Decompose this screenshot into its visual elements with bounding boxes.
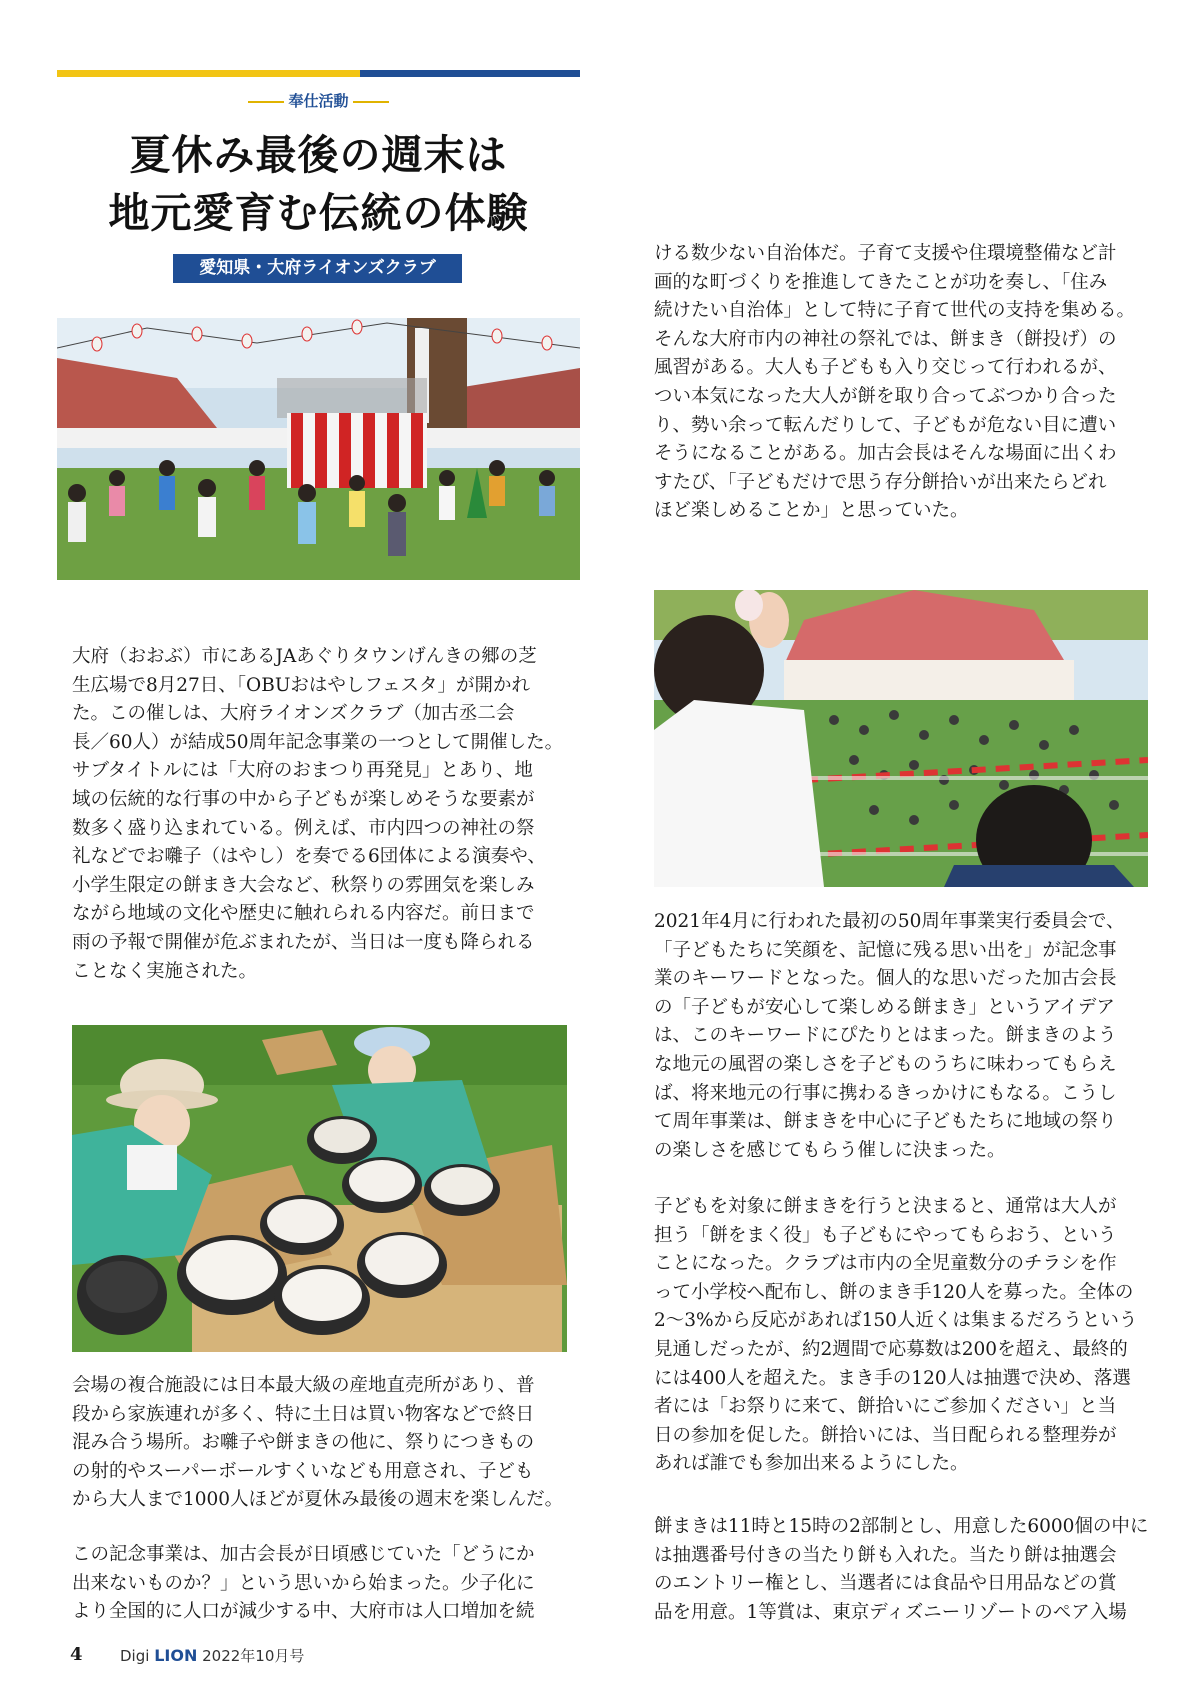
text-line: の射的やスーパーボールすくいなども用意され、子ども [72, 1460, 534, 1482]
text-line: ば、将来地元の行事に携わるきっかけにもなる。こうし [654, 1082, 1117, 1104]
text-line: り、勢い余って転んだりして、子どもが危ない目に遭い [654, 414, 1117, 436]
text-line: 者には「お祭りに来て、餅拾いにご参加ください」と当 [654, 1396, 1117, 1418]
text-line: そんな大府市内の神社の祭礼では、餅まき（餅投げ）の [654, 328, 1117, 350]
text-line: そうになることがある。加古会長はそんな場面に出くわ [654, 443, 1117, 465]
text-line: 続けたい自治体」として特に子育て世代の支持を集める。 [654, 300, 1136, 322]
text-line: 域の伝統的な行事の中から子どもが楽しめそうな要素が [72, 788, 535, 810]
text-line: 日の参加を促した。餅拾いには、当日配られる整理券が [654, 1424, 1117, 1446]
text-line: 餅まきは11時と15時の2部制とし、用意した6000個の中に [654, 1516, 1149, 1537]
left-paragraph-3 [72, 1541, 567, 1627]
text-line: 2021年4月に行われた最初の50周年事業実行委員会で、 [654, 911, 1125, 932]
left-paragraph-2 [72, 1372, 567, 1515]
mochi-preparation-photo [72, 1025, 567, 1352]
right-paragraph-1 [654, 240, 1148, 526]
text-line: ける数少ない自治体だ。子育て支援や住環境整備など計 [654, 243, 1117, 264]
top-accent-bar [57, 70, 580, 77]
text-line: ほど楽しめることか」と思っていた。 [654, 500, 969, 522]
text-line: 見通しだったが、約2週間で応募数は200を超え、最終的 [654, 1338, 1128, 1360]
text-line: 出来ないものか？」という思いから始まった。少子化に [72, 1572, 535, 1594]
magazine-footer [120, 1645, 304, 1666]
text-line: すたび、「子どもだけで思う存分餅拾いが出来たらどれ [654, 471, 1107, 493]
magazine-name: LION [154, 1646, 198, 1665]
text-line: には400人を超えた。まき手の120人は抽選で決め、落選 [654, 1367, 1131, 1389]
text-line: 子どもを対象に餅まきを行うと決まると、通常は大人が [654, 1196, 1117, 1217]
text-line: 長／60人）が結成50周年記念事業の一つとして開催した。 [72, 731, 564, 753]
kicker-label: 奉仕活動 [288, 92, 349, 110]
text-line: 会場の複合施設には日本最大級の産地直売所があり、普 [72, 1375, 535, 1396]
text-line: あれば誰でも参加出来るようにした。 [654, 1453, 969, 1475]
text-line: ながら地域の文化や歴史に触れられる内容だ。前日まで [72, 903, 535, 925]
left-paragraph-1 [72, 643, 567, 986]
text-line: 「子どもたちに笑顔を、記憶に残る思い出を」が記念事 [654, 939, 1117, 961]
text-line: な地元の風習の楽しさを子どものうちに味わってもらえ [654, 1053, 1117, 1075]
text-line: 品を用意。1等賞は、東京ディズニーリゾートのペア入場 [654, 1601, 1127, 1623]
text-line: ことなく実施された。 [72, 960, 258, 982]
text-line: サブタイトルには「大府のおまつり再発見」とあり、地 [72, 760, 533, 782]
text-line: 数多く盛り込まれている。例えば、市内四つの神社の祭 [72, 817, 535, 839]
text-line: の楽しさを感じてもらう催しに決まった。 [654, 1139, 1006, 1161]
text-line: 礼などでお囃子（はやし）を奏でる6団体による演奏や、 [72, 846, 546, 868]
section-kicker [57, 90, 580, 111]
text-line: た。この催しは、大府ライオンズクラブ（加古丞二会 [72, 703, 515, 725]
text-line: 段から家族連れが多く、特に土日は買い物客などで終日 [72, 1403, 535, 1425]
text-line: のエントリー権とし、当選者には食品や日用品などの賞 [654, 1573, 1117, 1595]
magazine-issue: 2022年10月号 [202, 1647, 305, 1665]
mochi-throwing-photo [654, 590, 1148, 887]
text-line: 生広場で8月27日、「OBUおはやしフェスタ」が開かれ [72, 674, 530, 696]
text-line: 業のキーワードとなった。個人的な思いだった加古会長 [654, 968, 1117, 990]
text-line: て周年事業は、餅まきを中心に子どもたちに地域の祭り [654, 1111, 1117, 1133]
text-line: 画的な町づくりを推進してきたことが功を奏し、「住み [654, 271, 1108, 293]
text-line: から大人まで1000人ほどが夏休み最後の週末を楽しんだ。 [72, 1489, 564, 1511]
right-paragraph-4 [654, 1513, 1148, 1627]
text-line: ことになった。クラブは市内の全児童数分のチラシを作 [654, 1253, 1117, 1275]
text-line: 小学生限定の餅まき大会など、秋祭りの雰囲気を楽しみ [72, 874, 535, 896]
text-line: 担う「餅をまく役」も子どもにやってもらおう、という [654, 1224, 1117, 1246]
text-line: 雨の予報で開催が危ぶまれたが、当日は一度も降られる [72, 931, 535, 953]
festival-stage-photo [57, 318, 580, 580]
club-badge: 愛知県・大府ライオンズクラブ [173, 254, 462, 283]
text-line: 風習がある。大人も子どもも入り交じって行われるが、 [654, 357, 1117, 379]
text-line: 2～3%から反応があれば150人近くは集まるだろうという [654, 1310, 1138, 1332]
text-line: は、このキーワードにぴたりとはまった。餅まきのよう [654, 1025, 1117, 1047]
text-line: の「子どもが安心して楽しめる餅まき」というアイデア [654, 996, 1115, 1018]
article-headline [57, 126, 580, 242]
magazine-prefix: Digi [120, 1647, 150, 1665]
right-paragraph-2 [654, 908, 1148, 1165]
text-line: 大府（おおぶ）市にあるJAあぐりタウンげんきの郷の芝 [72, 646, 537, 667]
text-line: より全国的に人口が減少する中、大府市は人口増加を続 [72, 1601, 535, 1623]
page-number: 4 [70, 1644, 83, 1665]
text-line: って小学校へ配布し、餅のまき手120人を募った。全体の [654, 1281, 1134, 1303]
right-paragraph-3 [654, 1193, 1148, 1479]
text-line: は抽選番号付きの当たり餅も入れた。当たり餅は抽選会 [654, 1544, 1117, 1566]
headline-line-1: 夏休み最後の週末は [129, 131, 508, 179]
text-line: つい本気になった大人が餅を取り合ってぶつかり合った [654, 385, 1117, 407]
text-line: この記念事業は、加古会長が日頃感じていた「どうにか [72, 1544, 535, 1565]
text-line: 混み合う場所。お囃子や餅まきの他に、祭りにつきもの [72, 1432, 535, 1454]
headline-line-2: 地元愛育む伝統の体験 [108, 189, 529, 237]
